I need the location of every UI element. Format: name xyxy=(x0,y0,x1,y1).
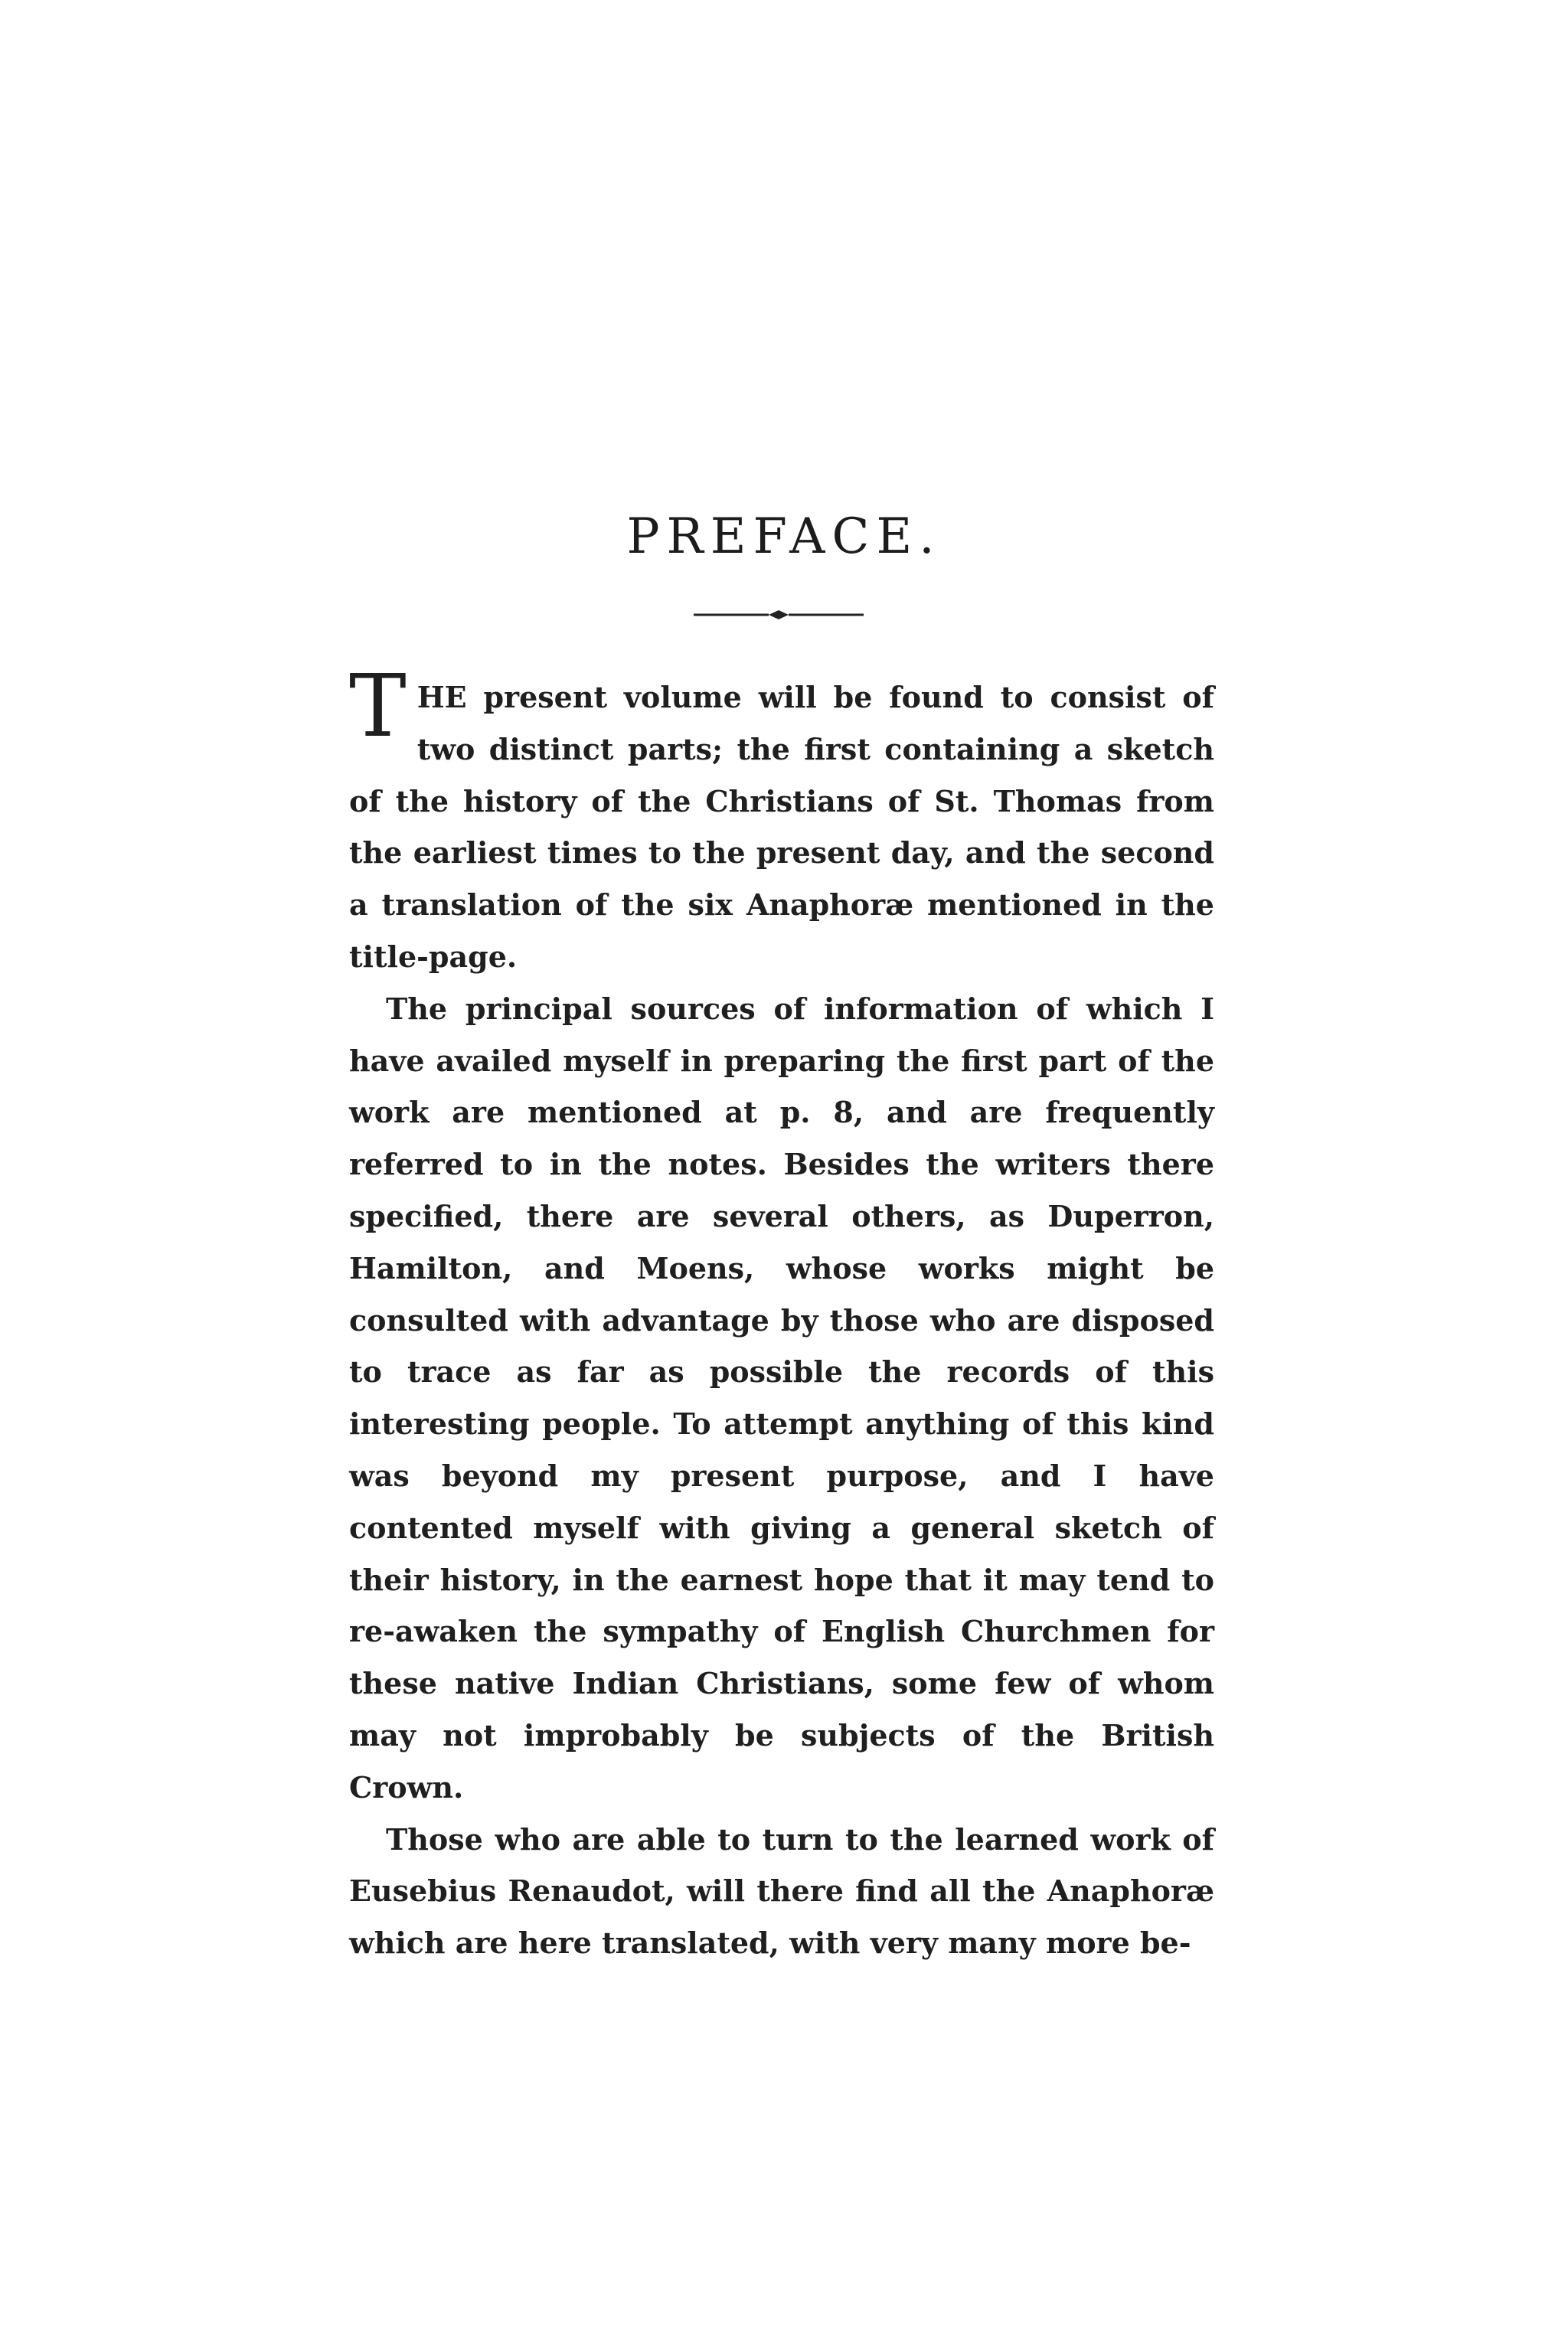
paragraph-2: The principal sources of information of which I have availed myself in preparing the first part of the work are mentioned at p. 8, and are frequently referred to in the notes. Besides the writers there specified, there are several others, as Duperron, Hamilton, and Moens, whose works might be consulted with advantage by those who are disposed to trace as far as possible the records of this interesting people. To attempt anything of this kind was beyond my present purpose, and I have contented myself with giving a general sketch of their history, in the earnest hope that it may tend to re-awaken the sympathy of English Churchmen for these native Indian Christians, some few of whom may not improbably be subjects of the British Crown. xyxy=(349,991,1214,1805)
paragraph-1 xyxy=(349,657,1214,983)
divider-ornament-icon xyxy=(694,607,864,622)
page-title: PREFACE. xyxy=(626,508,942,565)
paragraph-1-text: HE present volume will be found to consist of two distinct parts; the first containing a sketch of the history of the Christians of St. Thomas from the earliest times to the present day, and the second a translation of the six Anaphoræ mentioned in the title-page. xyxy=(349,680,1214,974)
drop-cap-letter: T xyxy=(349,657,407,756)
paragraph-3: Those who are able to turn to the learned work of Eusebius Renaudot, will there find all the Anaphoræ which are here translated, with very many more be- xyxy=(349,1821,1214,1961)
preface-body xyxy=(349,657,1214,1969)
